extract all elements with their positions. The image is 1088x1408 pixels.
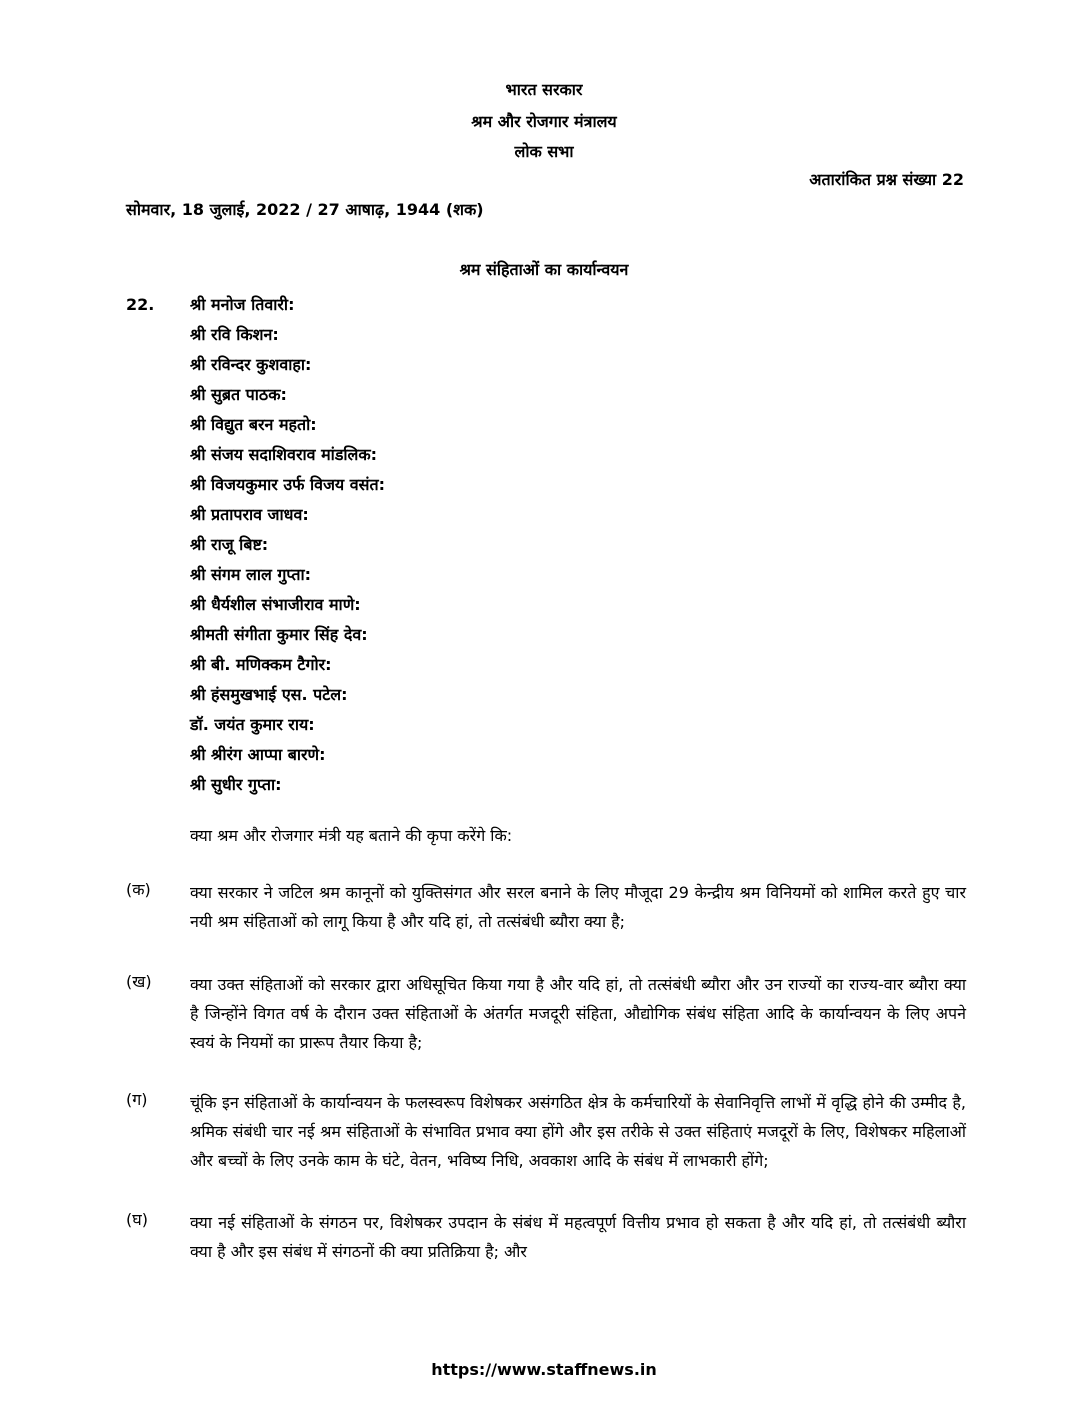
member-name: श्री राजू बिष्ट:	[190, 535, 269, 554]
question-text: चूंकि इन संहिताओं के कार्यान्वयन के फलस्वरूप विशेषकर असंगठित क्षेत्र के कर्मचारियों के सेवानिवृत्ति लाभों में वृद्धि होने की उम्मीद है, श्रमिक संबंधी चार नई श्रम संहिताओं के संभावित प्रभाव क्या होंगे और इस तरीके से उक्त संहिताएं मजदूरों के लिए, विशेषकर महिलाओं और बच्चों के लिए उनके काम के घंटे, वेतन, भविष्य निधि, अवकाश आदि के संबंध में लाभकारी होंगे;	[190, 1093, 966, 1170]
member-name: श्री संगम लाल गुप्ता:	[190, 565, 312, 584]
question-label: (ग)	[126, 1090, 148, 1109]
question-label: (ख)	[126, 972, 152, 991]
member-name: श्री मनोज तिवारी:	[190, 295, 295, 314]
member-name: श्री धैर्यशील संभाजीराव माणे:	[190, 595, 361, 614]
footer-url: https://www.staffnews.in	[431, 1360, 657, 1379]
member-name: श्री विद्युत बरन महतो:	[190, 415, 317, 434]
question-text: क्या सरकार ने जटिल श्रम कानूनों को युक्तिसंगत और सरल बनाने के लिए मौजूदा 29 केन्द्रीय श्रम विनियमों को शामिल करते हुए चार नयी श्रम संहिताओं को लागू किया है और यदि हां, तो तत्संबंधी ब्यौरा क्या है;	[190, 883, 966, 931]
header-house: लोक सभा	[514, 142, 574, 161]
member-name: श्री रवि किशन:	[190, 325, 279, 344]
header-government: भारत सरकार	[505, 80, 583, 99]
subject-title: श्रम संहिताओं का कार्यान्वयन	[459, 260, 629, 279]
member-name: डॉ. जयंत कुमार राय:	[190, 715, 315, 734]
member-name: श्री बी. मणिक्कम टैगोर:	[190, 655, 332, 674]
member-name: श्री श्रीरंग आप्पा बारणे:	[190, 745, 326, 764]
member-name: श्री सुधीर गुप्ता:	[190, 775, 282, 794]
member-name: श्री विजयकुमार उर्फ विजय वसंत:	[190, 475, 386, 494]
question-serial: 22.	[126, 295, 155, 314]
member-name: श्री सुब्रत पाठक:	[190, 385, 287, 404]
question-date: सोमवार, 18 जुलाई, 2022 / 27 आषाढ़, 1944 (शक)	[126, 200, 484, 219]
member-name: श्री प्रतापराव जाधव:	[190, 505, 309, 524]
member-name: श्री हंसमुखभाई एस. पटेल:	[190, 685, 348, 704]
member-list	[190, 290, 385, 800]
member-name: श्री संजय सदाशिवराव मांडलिक:	[190, 445, 378, 464]
header-ministry: श्रम और रोजगार मंत्रालय	[471, 112, 617, 131]
question-label: (घ)	[126, 1210, 148, 1229]
question-intro: क्या श्रम और रोजगार मंत्री यह बताने की कृपा करेंगे कि:	[190, 826, 513, 845]
member-name: श्रीमती संगीता कुमार सिंह देव:	[190, 625, 368, 644]
question-label: (क)	[126, 880, 151, 899]
question-text: क्या नई संहिताओं के संगठन पर, विशेषकर उपदान के संबंध में महत्वपूर्ण वित्तीय प्रभाव हो सकता है और यदि हां, तो तत्संबंधी ब्यौरा क्या है और इस संबंध में संगठनों की क्या प्रतिक्रिया है; और	[190, 1213, 966, 1261]
member-name: श्री रविन्दर कुशवाहा:	[190, 355, 312, 374]
question-text: क्या उक्त संहिताओं को सरकार द्वारा अधिसूचित किया गया है और यदि हां, तो तत्संबंधी ब्यौरा और उन राज्यों का राज्य-वार ब्यौरा क्या है जिन्होंने विगत वर्ष के दौरान उक्त संहिताओं के अंतर्गत मजदूरी संहिता, औद्योगिक संबंध संहिता आदि के कार्यान्वयन के लिए अपने स्वयं के नियमों का प्रारूप तैयार किया है;	[190, 975, 966, 1052]
question-number: अतारांकित प्रश्न संख्या 22	[809, 170, 964, 189]
